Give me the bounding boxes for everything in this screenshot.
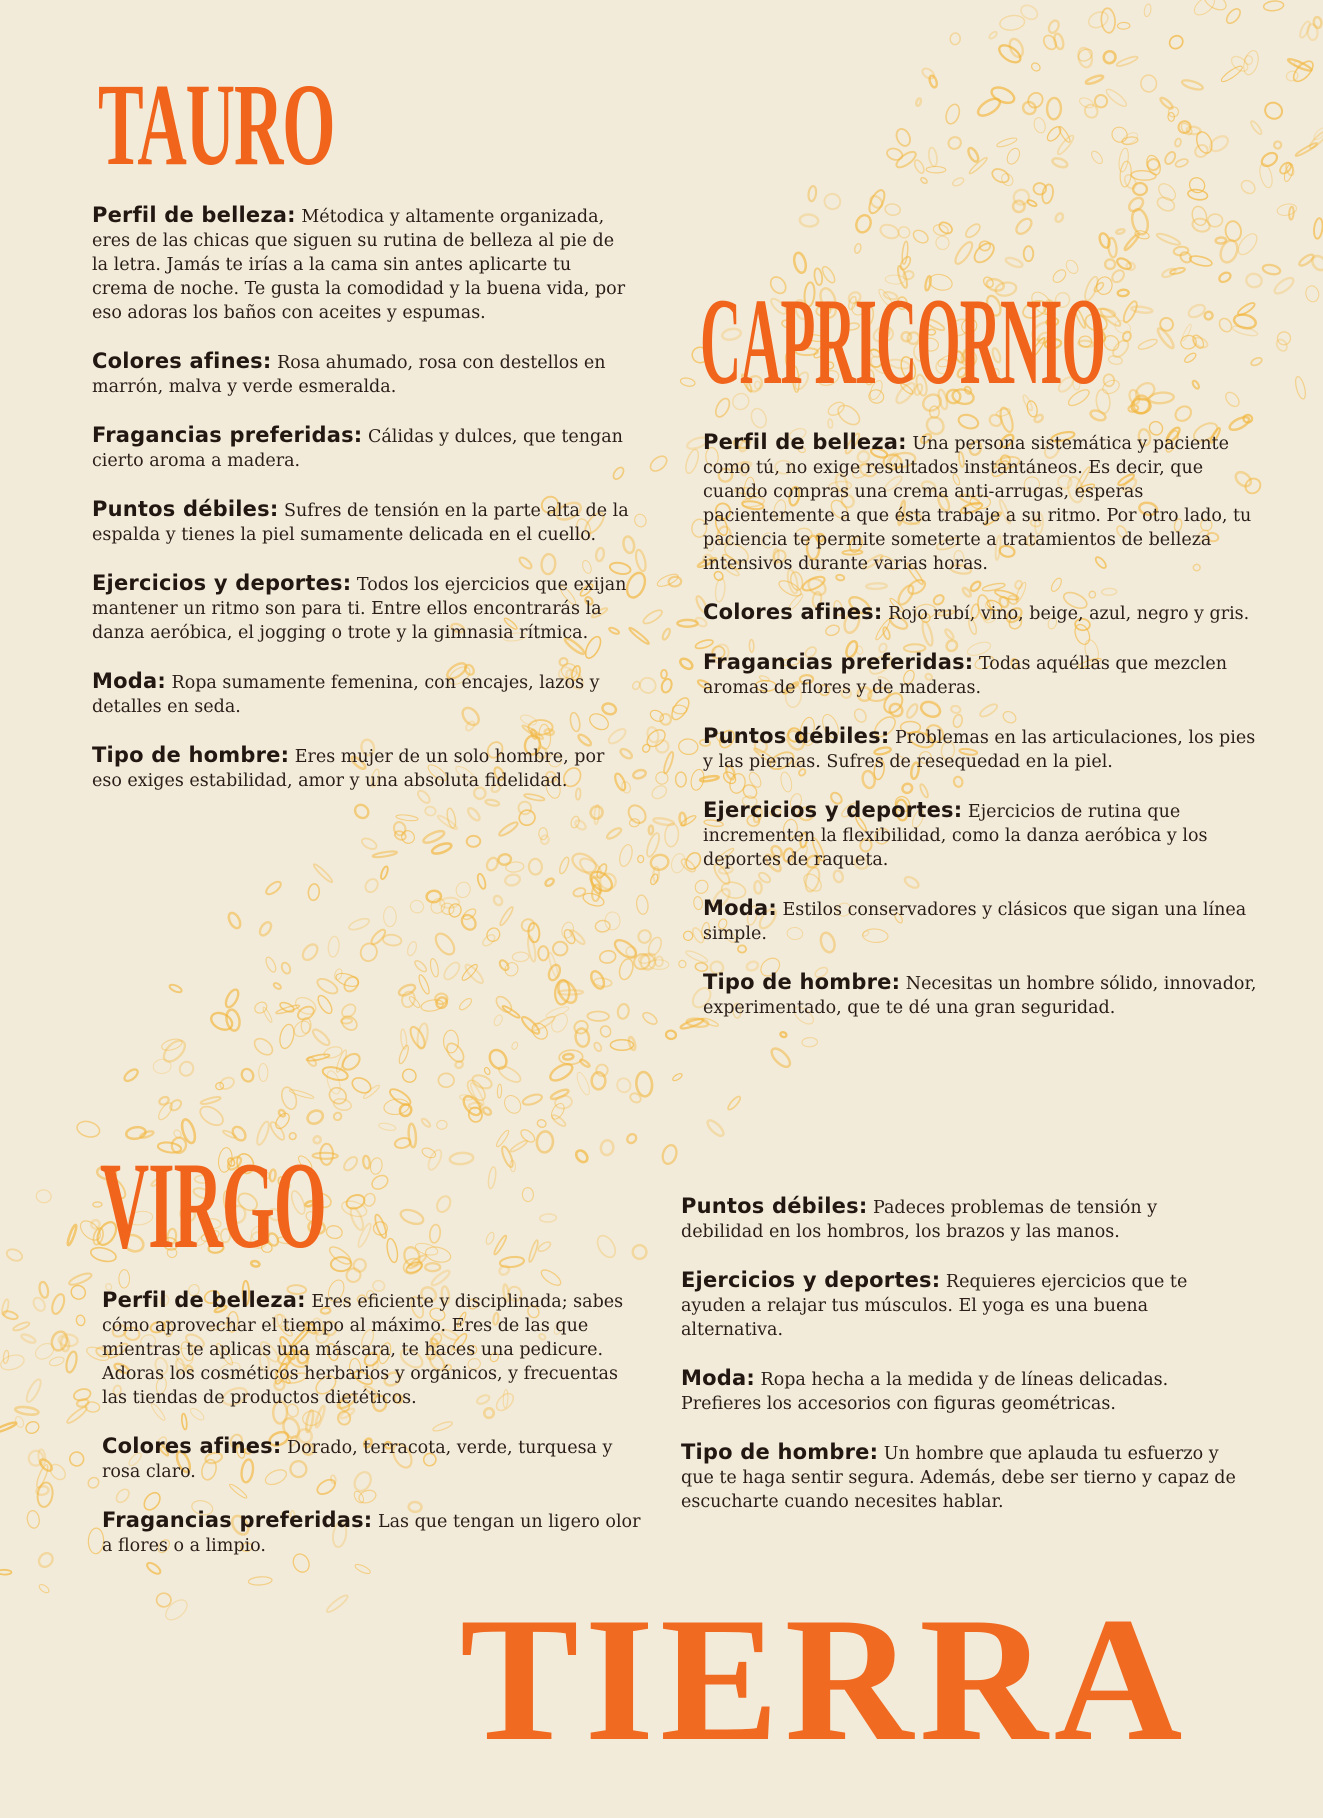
entry-text: Requieres ejercicios que te ayuden a relajar tus músculos. El yoga es una buena alternativa. <box>681 1272 1188 1340</box>
beauty-entry <box>92 497 632 547</box>
beauty-entry <box>703 650 1263 700</box>
entry-text: Problemas en las articulaciones, los pies y las piernas. Sufres de resequedad en la piel. <box>703 728 1256 772</box>
entry-text: Padeces problemas de tensión y debilidad en los hombros, los brazos y las manos. <box>681 1198 1158 1242</box>
beauty-entry <box>703 896 1263 946</box>
entry-label: Colores afines: <box>92 349 272 373</box>
beauty-entry <box>703 724 1263 774</box>
entry-label: Colores afines: <box>102 1434 282 1458</box>
entry-text: Un hombre que aplauda tu esfuerzo y que te haga sentir segura. Además, debe ser tierno y capaz de escucharte cuando necesites hablar. <box>681 1444 1236 1512</box>
entry-text: Eres eficiente y disciplinada; sabes cómo aprovechar el tiempo al máximo. Eres de las que mientras te aplicas una máscara, te haces una pedicure. Adoras los cosméticos herbarios y orgánicos, y frecuentas las tiendas de productos dietéticos. <box>102 1292 624 1408</box>
beauty-entry <box>681 1440 1241 1514</box>
beauty-entry <box>681 1268 1241 1342</box>
entry-label: Ejercicios y deportes: <box>681 1268 941 1292</box>
entry-label: Moda: <box>92 669 166 693</box>
entry-label: Tipo de hombre: <box>92 743 290 767</box>
entry-text: Rojo rubí, vino, beige, azul, negro y gris. <box>888 604 1250 624</box>
entry-text: Todas aquéllas que mezclen aromas de flores y de maderas. <box>703 654 1228 698</box>
entry-text: Una persona sistemática y paciente como tú, no exige resultados instantáneos. Es decir, que cuando compras una crema anti-arrugas, esperas pacientemente a que ésta trabaje a su ritmo. Por otro lado, tu paciencia te permite someterte a tratamientos de belleza intensivos durante varias horas. <box>703 434 1252 574</box>
beauty-entry <box>92 203 632 325</box>
sign-title-capricornio: CAPRICORNIO <box>700 273 1106 410</box>
entry-label: Ejercicios y deportes: <box>703 798 963 822</box>
entry-label: Colores afines: <box>703 600 883 624</box>
capricornio-section <box>703 430 1263 1044</box>
sign-title-tauro: TAURO <box>98 59 335 190</box>
beauty-entry <box>92 669 632 719</box>
virgo-section-right <box>681 1194 1241 1538</box>
beauty-entry <box>102 1508 642 1558</box>
entry-label: Moda: <box>703 896 777 920</box>
beauty-entry <box>681 1194 1241 1244</box>
tauro-section <box>92 203 632 817</box>
beauty-entry <box>703 798 1263 872</box>
entry-text: Sufres de tensión en la parte alta de la espalda y tienes la piel sumamente delicada en el cuello. <box>92 501 629 545</box>
entry-label: Puntos débiles: <box>703 724 890 748</box>
entry-text: Dorado, terracota, verde, turquesa y rosa claro. <box>102 1438 613 1482</box>
entry-text: Métodica y altamente organizada, eres de las chicas que siguen su rutina de belleza al pie de la letra. Jamás te irías a la cama sin antes aplicarte tu crema de noche. Te gusta la comodidad y la buena vida, por eso adoras los baños con aceites y espumas. <box>92 207 626 323</box>
entry-text: Eres mujer de un solo hombre, por eso exiges estabilidad, amor y una absoluta fidelidad. <box>92 747 605 791</box>
entry-label: Puntos débiles: <box>92 497 279 521</box>
beauty-entry <box>92 571 632 645</box>
virgo-section-left <box>102 1288 642 1582</box>
beauty-entry <box>703 430 1263 576</box>
entry-text: Ropa sumamente femenina, con encajes, lazos y detalles en seda. <box>92 673 600 717</box>
entry-label: Tipo de hombre: <box>703 970 901 994</box>
element-title: TIERRA <box>460 1580 1189 1778</box>
entry-label: Puntos débiles: <box>681 1194 868 1218</box>
beauty-entry <box>102 1288 642 1410</box>
entry-text: Rosa ahumado, rosa con destellos en marrón, malva y verde esmeralda. <box>92 353 606 397</box>
entry-text: Todos los ejercicios que exijan mantener un ritmo son para ti. Entre ellos encontrarás la danza aeróbica, el jogging o trote y la gimnasia rítmica. <box>92 575 627 643</box>
beauty-entry <box>102 1434 642 1484</box>
beauty-entry <box>92 743 632 793</box>
beauty-entry <box>92 349 632 399</box>
beauty-entry <box>703 600 1263 626</box>
entry-text: Necesitas un hombre sólido, innovador, experimentado, que te dé una gran seguridad. <box>703 974 1257 1018</box>
entry-label: Moda: <box>681 1366 755 1390</box>
entry-label: Perfil de belleza: <box>102 1288 306 1312</box>
entry-label: Perfil de belleza: <box>92 203 296 227</box>
entry-label: Perfil de belleza: <box>703 430 907 454</box>
entry-text: Ropa hecha a la medida y de líneas delicadas. Prefieres los accesorios con figuras geométricas. <box>681 1370 1169 1414</box>
entry-label: Ejercicios y deportes: <box>92 571 352 595</box>
entry-text: Cálidas y dulces, que tengan cierto aroma a madera. <box>92 427 623 471</box>
entry-label: Fragancias preferidas: <box>102 1508 373 1532</box>
entry-text: Ejercicios de rutina que incrementen la flexibilidad, como la danza aeróbica y los deportes de raqueta. <box>703 802 1208 870</box>
beauty-entry <box>92 423 632 473</box>
beauty-entry <box>703 970 1263 1020</box>
entry-text: Estilos conservadores y clásicos que sigan una línea simple. <box>703 900 1247 944</box>
entry-label: Tipo de hombre: <box>681 1440 879 1464</box>
entry-text: Las que tengan un ligero olor a flores o a limpio. <box>102 1512 641 1556</box>
entry-label: Fragancias preferidas: <box>703 650 974 674</box>
entry-label: Fragancias preferidas: <box>92 423 363 447</box>
sign-title-virgo: VIRGO <box>100 1137 326 1274</box>
beauty-entry <box>681 1366 1241 1416</box>
